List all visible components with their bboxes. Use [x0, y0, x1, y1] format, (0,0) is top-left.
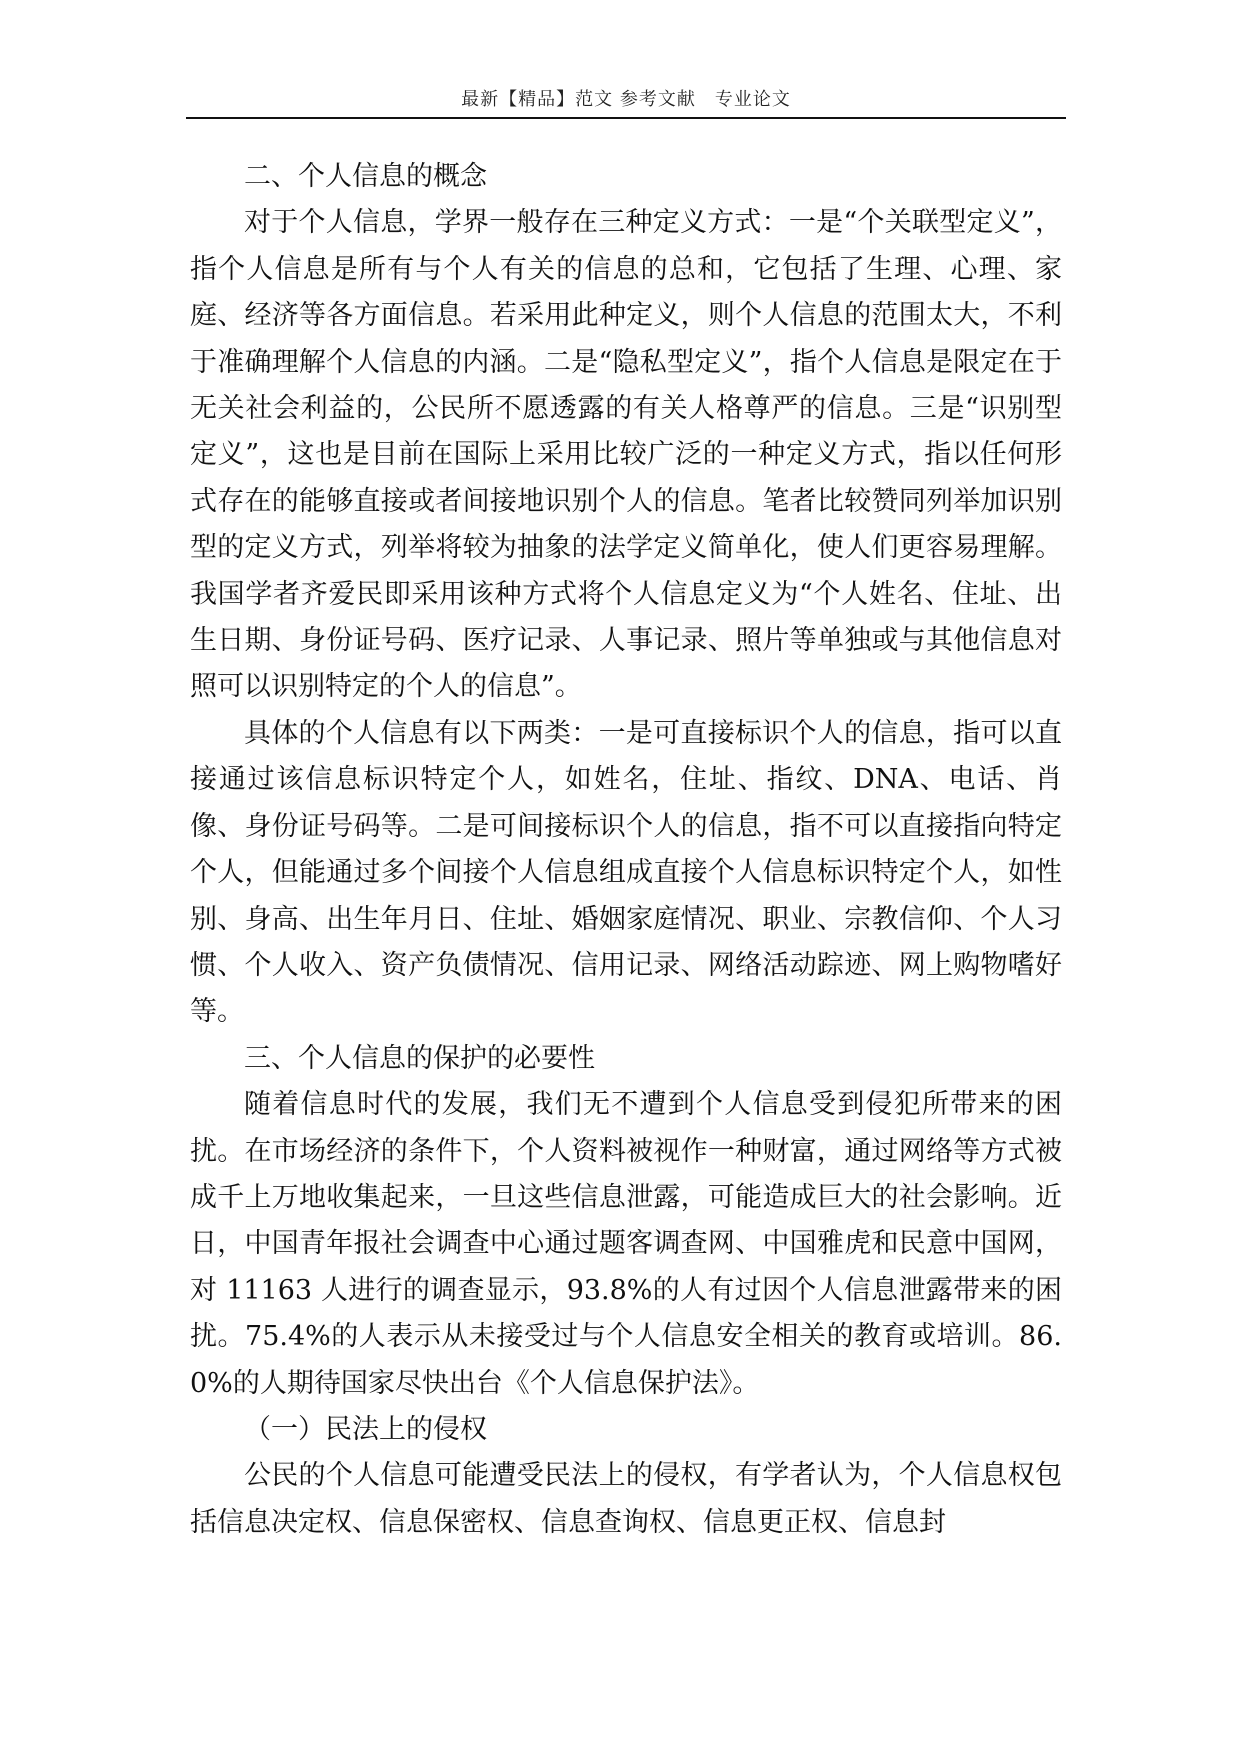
paragraph-survey: 随着信息时代的发展，我们无不遭到个人信息受到侵犯所带来的困扰。在市场经济的条件下，个人资料被视作一种财富，通过网络等方式被成千上万地收集起来，一旦这些信息泄露，可能造成巨大的社会影响。近日，中国青年报社会调查中心通过题客调查网、中国雅虎和民意中国网，对 11163 人进行的调查显示，93.8%的人有过因个人信息泄露带来的困扰。75.4%的人表示从未接受过与个人信息安全相关的教育或培训。86.0%的人期待国家尽快出台《个人信息保护法》。: [190, 1089, 1062, 1399]
paragraph-categories: 具体的个人信息有以下两类：一是可直接标识个人的信息，指可以直接通过该信息标识特定个人，如姓名，住址、指纹、DNA、电话、肖像、身份证号码等。二是可间接标识个人的信息，指不可以直接指向特定个人，但能通过多个间接个人信息组成直接个人信息标识特定个人，如性别、身高、出生年月日、住址、婚姻家庭情况、职业、宗教信仰、个人习惯、个人收入、资产负债情况、信用记录、网络活动踪迹、网上购物嗜好等。: [190, 717, 1062, 1028]
section-heading-necessity: 三、个人信息的保护的必要性: [244, 1042, 595, 1074]
document-body: [190, 154, 1062, 1546]
section-heading-concept: 二、个人信息的概念: [244, 161, 487, 192]
header-divider: [186, 117, 1066, 119]
running-header: 最新【精品】范文 参考文献 专业论文: [461, 89, 791, 110]
subsection-heading-civil-law: （一）民法上的侵权: [244, 1413, 487, 1445]
paragraph-civil-rights: 公民的个人信息可能遭受民法上的侵权，有学者认为，个人信息权包括信息决定权、信息保密权、信息查询权、信息更正权、信息封: [190, 1460, 1062, 1538]
paragraph-definitions: 对于个人信息，学界一般存在三种定义方式：一是“个关联型定义”，指个人信息是所有与个人有关的信息的总和，它包括了生理、心理、家庭、经济等各方面信息。若采用此种定义，则个人信息的范围太大，不利于准确理解个人信息的内涵。二是“隐私型定义”，指个人信息是限定在于无关社会利益的，公民所不愿透露的有关人格尊严的信息。三是“识别型定义”，这也是目前在国际上采用比较广泛的一种定义方式，指以任何形式存在的能够直接或者间接地识别个人的信息。笔者比较赞同列举加识别型的定义方式，列举将较为抽象的法学定义简单化，使人们更容易理解。我国学者齐爱民即采用该种方式将个人信息定义为“个人姓名、住址、出生日期、身份证号码、医疗记录、人事记录、照片等单独或与其他信息对照可以识别特定的个人的信息”。: [190, 207, 1062, 703]
